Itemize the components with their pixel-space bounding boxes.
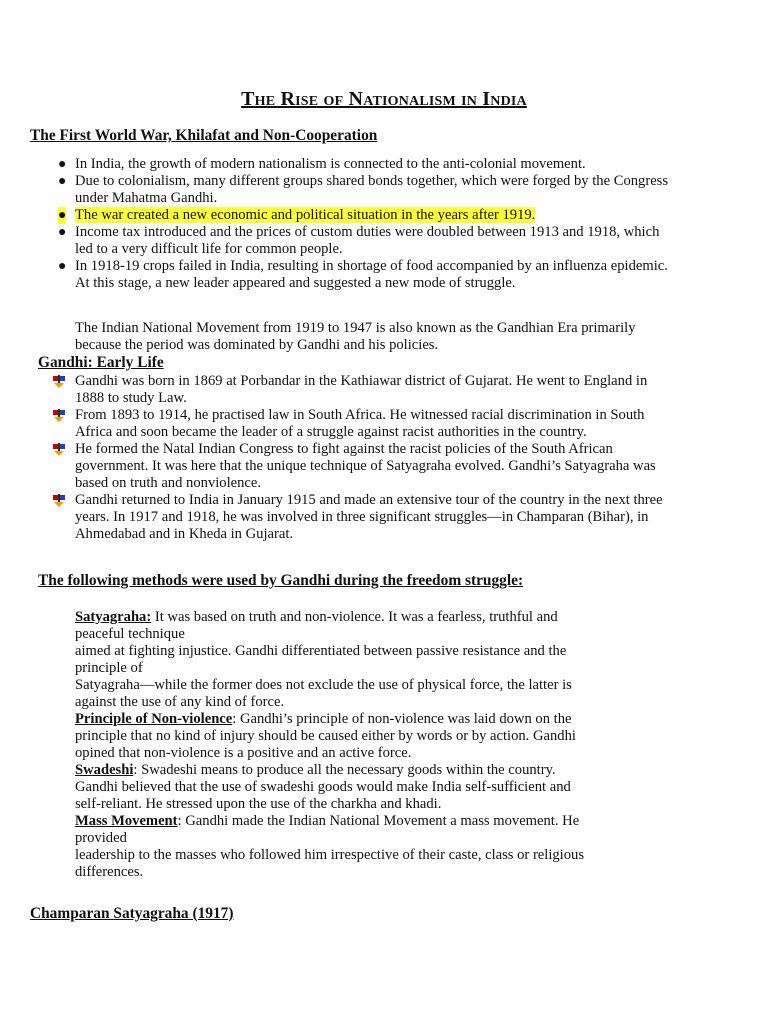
method-text-line: peaceful technique <box>75 626 185 642</box>
method-term: Mass Movement <box>75 813 178 829</box>
list-item <box>52 373 678 407</box>
method-text-line: principle that no kind of injury should be caused either by words or by action. Gandhi <box>75 728 576 744</box>
bullet-dot-icon: ● <box>58 174 67 189</box>
list-item <box>52 492 678 543</box>
method-text-line: Satyagraha—while the former does not exclude the use of physical force, the latter is <box>75 677 572 693</box>
method-mass-movement <box>75 813 679 881</box>
multicolor-arrow-bullet-icon <box>52 409 66 423</box>
method-text-line: opined that non-violence is a positive and an active force. <box>75 745 412 761</box>
section-heading-methods: The following methods were used by Gandhi during the freedom struggle: <box>38 572 524 589</box>
list-item-highlighted <box>56 207 678 224</box>
multicolor-arrow-bullet-icon <box>52 494 66 508</box>
method-text-line: against the use of any kind of force. <box>75 694 285 710</box>
section-heading-gandhi-early-life: Gandhi: Early Life <box>38 354 164 371</box>
methods-block <box>75 609 679 881</box>
list-item <box>56 173 678 207</box>
list-item-text: From 1893 to 1914, he practised law in South Africa. He witnessed racial discrimination in South Africa and soon became the leader of a struggle against racist authorities in the country. <box>75 407 645 440</box>
method-text-line: : Gandhi made the Indian National Movement a mass movement. He <box>177 813 580 829</box>
list-item-text: Gandhi returned to India in January 1915 and made an extensive tour of the country in the next three years. In 1917 and 1918, he was involved in three significant struggles—in Champaran (Bihar), in Ahmedabad and in Kheda in Gujarat. <box>75 492 663 542</box>
method-text-line: provided <box>75 830 127 846</box>
method-text-line: : Gandhi’s principle of non-violence was laid down on the <box>232 711 572 727</box>
list-item <box>56 224 678 258</box>
list-item <box>56 258 678 292</box>
method-text-line: differences. <box>75 864 144 880</box>
arrow-list-early-life <box>52 373 678 543</box>
list-item-text: Income tax introduced and the prices of custom duties were doubled between 1913 and 1918, which led to a very difficult life for common people. <box>75 224 660 257</box>
list-item <box>56 156 678 173</box>
method-text-line: : Swadeshi means to produce all the necessary goods within the country. <box>133 762 556 778</box>
method-text-line: self-reliant. He stressed upon the use of the charkha and khadi. <box>75 796 442 812</box>
list-item-text: He formed the Natal Indian Congress to fight against the racist policies of the South African government. It was here that the unique technique of Satyagraha evolved. Gandhi’s Satyagraha was based on truth and nonviolence. <box>75 441 656 491</box>
list-item <box>52 441 678 492</box>
method-term: Satyagraha: <box>75 609 152 625</box>
list-item-text: Gandhi was born in 1869 at Porbandar in the Kathiawar district of Gujarat. He went to England in 1888 to study Law. <box>75 373 648 406</box>
list-item-text: In 1918-19 crops failed in India, resulting in shortage of food accompanied by an influenza epidemic. At this stage, a new leader appeared and suggested a new mode of struggle. <box>75 258 668 291</box>
gandhian-era-paragraph: The Indian National Movement from 1919 to 1947 is also known as the Gandhian Era primarily because the period was dominated by Gandhi and his policies. <box>75 320 636 353</box>
list-item <box>52 407 678 441</box>
list-item-text: Due to colonialism, many different groups shared bonds together, which were forged by the Congress under Mahatma Gandhi. <box>75 173 669 206</box>
bullet-dot-icon: ● <box>58 259 67 274</box>
method-term: Swadeshi <box>75 762 134 778</box>
section-heading-first-world-war: The First World War, Khilafat and Non-Cooperation <box>30 127 378 144</box>
method-text-line: leadership to the masses who followed him irrespective of their caste, class or religious <box>75 847 585 863</box>
bullet-dot-icon: ● <box>58 157 67 172</box>
bullet-list-nationalism <box>56 156 678 292</box>
method-text-line: aimed at fighting injustice. Gandhi differentiated between passive resistance and the <box>75 643 567 659</box>
section-heading-champaran: Champaran Satyagraha (1917) <box>30 905 234 922</box>
method-term: Principle of Non-violence <box>75 711 233 727</box>
method-text-line: It was based on truth and non-violence. It was a fearless, truthful and <box>151 609 558 625</box>
page-title: The Rise of Nationalism in India <box>241 88 527 110</box>
method-text-line: principle of <box>75 660 143 676</box>
highlighted-text: The war created a new economic and political situation in the years after 1919. <box>75 207 536 223</box>
bullet-dot-icon: ● <box>58 208 67 223</box>
method-text-line: Gandhi believed that the use of swadeshi goods would make India self-sufficient and <box>75 779 571 795</box>
multicolor-arrow-bullet-icon <box>52 375 66 389</box>
multicolor-arrow-bullet-icon <box>52 443 66 457</box>
bullet-dot-icon: ● <box>58 225 67 240</box>
method-satyagraha <box>75 609 679 711</box>
method-swadeshi <box>75 762 679 813</box>
list-item-text: In India, the growth of modern nationalism is connected to the anti-colonial movement. <box>75 156 586 172</box>
method-non-violence <box>75 711 679 762</box>
